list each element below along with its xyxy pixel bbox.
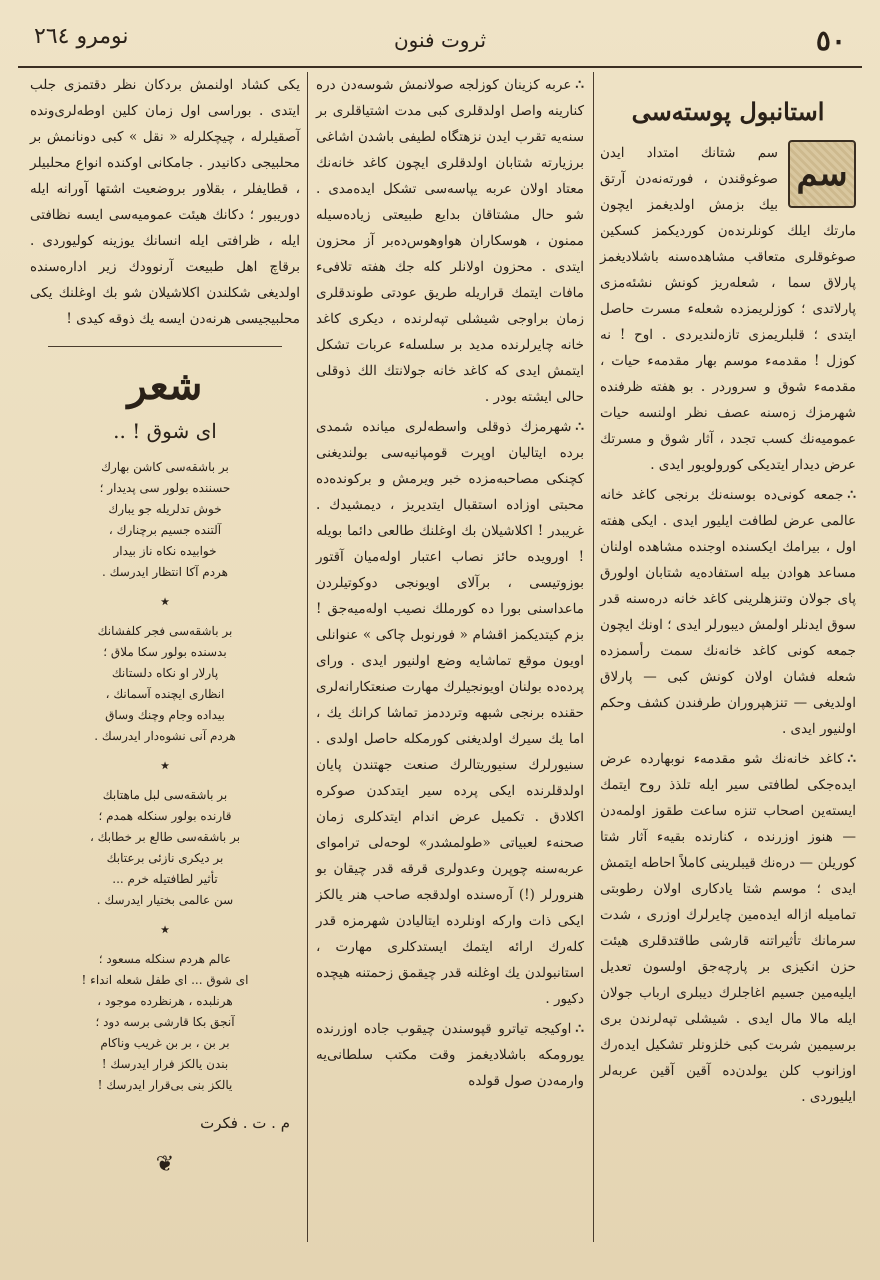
poem-line: بدسنده بولور سكا ملاق ؛ xyxy=(103,645,227,659)
poem-line: پارلار او نكاه دلستانك xyxy=(111,666,219,680)
article-paragraph: يكی كشاد اولنمش بردكان نظر دقتمزی جلب ايتدی . بوراسی اول زمان كلين اوطه‌لری‌ونده آصقيلرله ، چيچكلرله « نقل » كبی دونانمش بر محلبيجی دكانيدر . جامكانی اوكنده انواع محلبيلر ، قطايفلر ، بقلاور بروضعيت اشتها آورانه ايله دوريبور ؛ دكانك هيئت عموميه‌سی ايسه نظافتی ايله ، ظرافتی ايله انسانك يوزينه كوليوردی . برقاچ اهل طبيعت آرنوودك زير اداره‌سنده اولديغی شكلندن اكلاشيلان شو بك اوغلنك يكی محلبيجيسی هرنه‌دن ايسه يك ذوقه كيدی ! xyxy=(30,77,300,327)
poem-line: بر باشقه‌سی فجر كلفشانك xyxy=(97,624,233,638)
issue-number: نومرو ٢٦٤ xyxy=(34,24,129,49)
tailpiece-ornament-icon: ❦ xyxy=(155,1152,175,1177)
article-paragraph: ∴اوكيجه تياترو قپوسندن چيقوب جاده اوزرنده يورومكه باشلاديغمز وقت مكتب سلطانی‌يه وارمه‌دن صول قولده xyxy=(316,1021,584,1089)
column-divider-left xyxy=(307,72,308,1242)
column-divider-right xyxy=(593,72,594,1242)
left-column xyxy=(30,72,300,1178)
stanza-separator-icon: ٭ xyxy=(160,591,170,612)
stanza-separator-icon: ٭ xyxy=(160,919,170,940)
poem-line: بر باشقه‌سی طالع بر خطابك ، xyxy=(89,830,241,844)
magazine-title: ثروت فنون xyxy=(393,28,487,52)
poem-stanza xyxy=(60,949,270,1096)
poem-line: آلتنده جسيم برچنارك ، xyxy=(108,523,222,537)
section-title: استانبول پوسته‌سی xyxy=(631,97,825,126)
poem-line: هردم آكا انتظار ايدرسك . xyxy=(101,565,229,579)
middle-column xyxy=(316,72,584,1098)
poem-line: بر ديكری نازئی برعتابك xyxy=(106,851,224,865)
page-number: ٥٠ xyxy=(815,24,846,57)
poem-stanza xyxy=(60,457,270,583)
article-paragraph: ∴شهرمزك ذوقلی واسطه‌لری ميانده شمدی برده ايتاليان اوپرت قومپانيه‌سی بولنديغنی كچنكی مصاحبه‌مزده خبر ويرمش و بركونده‌ده محبتی اوزاده استقبال ايتديريز ، ديمشيدك . غريبدر ! اكلاشيلان بك اوغلنك طالعی دائما بويله ! اورويده حائز نصاب اعتبار اوله‌ميان آقتور بوزوتيسی ، برآلای اويونجی دوكوتيلردن ماعداسنی بورا ده كورملك نصيب اوله‌ميه‌جق ! بزم كيتديكمز اقشام « فورنوبل چاكی » عنوانلی اويون موقع تماشايه وضع اولنيور ايدی . وراى پرده‌ده بولنان اويونجيلرك مهارت صنعتكارانه‌لری حقنده برنجی شبهه وترددمز تماشا كرانك يك ، اما يك سيرك اولديغنی كورمكله حاصل اولدی . سنيورلرك سنيوريتالرك صنعت جهتندن پايان اولدقلرنده ايكی پرده سير ايتدكدن صوكره اكلادق . تكميل عرض اندام ايتدكلری زمان صحنهء لعبياتی «طولمشدر» لوحه‌لی ترامواى عربه‌سنه چوپرن وعدولری قرقه قدر چيقان بو هنرورلر (!) آره‌سنده اولدقجه صاحب هنر يالكز ايكی ذات واركه اونلرده ايتاليادن شهرمزه قدر كله‌رك ارائه ايتمك ايستدكلری مهارت ، استانبولدن يك اوغلنه قدر چيقمق زحمتنه هيچده دكيور . xyxy=(316,419,584,1007)
poem-line: هردم آنی نشوه‌دار ايدرسك . xyxy=(94,729,236,743)
poem-line: ای شوق ... ای طفل شعله انداء ! xyxy=(81,973,249,987)
stanza-separator-icon: ٭ xyxy=(160,755,170,776)
bullet-icon: ∴ xyxy=(847,751,856,767)
poem-line: سن عالمی بختيار ايدرسك . xyxy=(96,893,234,907)
poem-line: تأثير لطافتيله خرم ... xyxy=(112,872,218,886)
bullet-icon: ∴ xyxy=(575,77,584,93)
bullet-icon: ∴ xyxy=(575,1021,584,1037)
bullet-icon: ∴ xyxy=(847,487,856,503)
page-header xyxy=(18,14,862,68)
poem-line: حسننده بولور سی پديدار ؛ xyxy=(99,481,231,495)
poem-line: بندن يالكز فرار ايدرسك ! xyxy=(101,1057,229,1071)
ornament-letter: سم xyxy=(796,154,848,194)
poem-line: بر باشقه‌سی كاشن بهارك xyxy=(101,460,229,474)
poem-signature: م . ت . فكرت xyxy=(200,1114,290,1132)
poem-stanza xyxy=(60,621,270,747)
poem-line: هرنلبده ، هرنظرده موجود ، xyxy=(97,994,233,1008)
right-column xyxy=(600,82,856,1114)
poem-line: عالم هردم سنكله مسعود ؛ xyxy=(98,952,232,966)
article-paragraph: ∴كاغد خانه‌نك شو مقدمهء نوبهارده عرض ايده‌جكی لطافتی سير ايله تلذذ روح ايتمك ايسته‌ين اصحاب تنزه ساعت طقوز اولمه‌دن — هنوز اوزرنده ، كنارنده بقيهء آثار شتا كوريلن — دره‌نك قيبلرينی كاملاً احاطه ايتمش ايدی ؛ موسم شتا يادكاری اولان رطوبتی تماميله ازاله ايده‌مين چايرلرك اوزری ، شدت سرمانك تأثيراتنه قارشی طاقتدقلری هيئت حزن انكيزی بر پارچه‌جق اولسون تعديل ايليه‌مين جسيم اغاجلرك ديبلری ارباب جولان ايله مالا مال ايدی . شيشلی تپه‌لرندن بری برسيمين شربت كبی خلزونلر تشكيل ايده‌رك اوزانوب كلن يولدن‌ده آقين آقين عربه‌لر ايليوردی . xyxy=(600,751,856,1105)
poem-line: خوش تدلريله جو يبارك xyxy=(108,502,222,516)
poem-line: بر بن ، بر بن غريب وناكام xyxy=(100,1036,230,1050)
article-paragraph: سم شتانك امتداد ايدن صوغوقندن ، فورته‌نه‌دن آرتق بيك بزمش اولديغمز ايچون مارتك ايلك كونلرنده‌ن كورديكمز كسكين صوغوقلری متعاقب مشاهده‌سنه باشلاديغمز پارلاق سما ، شعله‌ريز كونش نشئه‌مزی پارلاتدی ؛ كوزلريمزده شعله‌ء مسرت حاصل ايتدی ؛ قلبلريمزی تازه‌لنديردی . اوح ! نه كوزل ! مقدمهء موسم بهار مقدمهء حيات ، مقدمهء شوق و سروردر . بو هفته ظرفنده شهرمزك زه‌سنه عصف نظر اولنسه حيات عموميه‌نك كسب تجدد ، آثار شوق و مسرتك عرض ديدار ايتديكی كورولويور ايدی . xyxy=(600,145,856,473)
poem-section-heading: شعر xyxy=(127,362,203,409)
article-paragraph: ∴عربه كزينان كوزلجه صولانمش شوسه‌دن دره كنارينه واصل اولدقلری كبی مدت اشتياقلری بر سنه‌يه تقرب ايدن نزهتگاه لطيفی باشدن اشاغی برزيارته شتابان اولدقلری ايچون كاغد خانه‌نك معتاد اولان عربه يپاسه‌سی تشكل ايده‌مدی . شو حال مشتاقان بدايع طبيعتی زياده‌سيله ممنون ، هوسكاران هواوهوس‌ده‌بر آز محزون ايتدی . محزون اولانلر كله جك هفته تلافیء مافات ايتمك قراريله طريق عودتی طوندقلری زمان براوجی شيشلی تپه‌لرنده ، ديكری كاغد خانه چايرلرنده مديد بر سلسلهء عربات تشكل ايتمش ايدی كه كاغد خانه جولانتك الك ذوقلی حالی ايشته بودر . xyxy=(316,77,584,405)
poem-line: قارنده بولور سنكله همدم ؛ xyxy=(98,809,232,823)
poem-line: خوابيده نكاه ناز بيدار xyxy=(113,544,217,558)
poem-line: بيداده وجام وچنك وساق xyxy=(105,708,225,722)
bullet-icon: ∴ xyxy=(575,419,584,435)
poem-line: يالكز بنی بی‌قرار ايدرسك ! xyxy=(97,1078,233,1092)
poem-stanza xyxy=(60,785,270,911)
poem-line: بر باشقه‌سی لبل ماهتابك xyxy=(102,788,228,802)
poem-line: انظاری ايچنده آسمانك ، xyxy=(105,687,225,701)
section-divider xyxy=(48,346,282,347)
poem-title: ای شوق ! .. xyxy=(113,419,217,443)
article-paragraph: ∴جمعه كونی‌ده بوسنه‌نك برنجی كاغد خانه عالمی عرض لطافت ايليور ايدی . ايكی هفته اول ، بيرامك ايكسنده اوجنده مشاهده اولنان مساعد هوادن بيله استفاده‌يه شتابان اولورق پای جولان وتنزهلرينی كاغد خانه دره‌سنه قدر سوق ايدنلر اولمش ديبورلر ايدی ؛ اونك ايچون جمعه كونی كاغد خانه‌نك سمت رأسمزده شعله فشان اولان كونش كبی — پارلاق اولديغی — تنزهپروران طرفندن كشف وحكم اولنيور ايدی . xyxy=(600,487,856,737)
poem-line: آنجق بكا قارشی برسه دود ؛ xyxy=(95,1015,235,1029)
ornamental-initial-icon xyxy=(788,140,856,208)
